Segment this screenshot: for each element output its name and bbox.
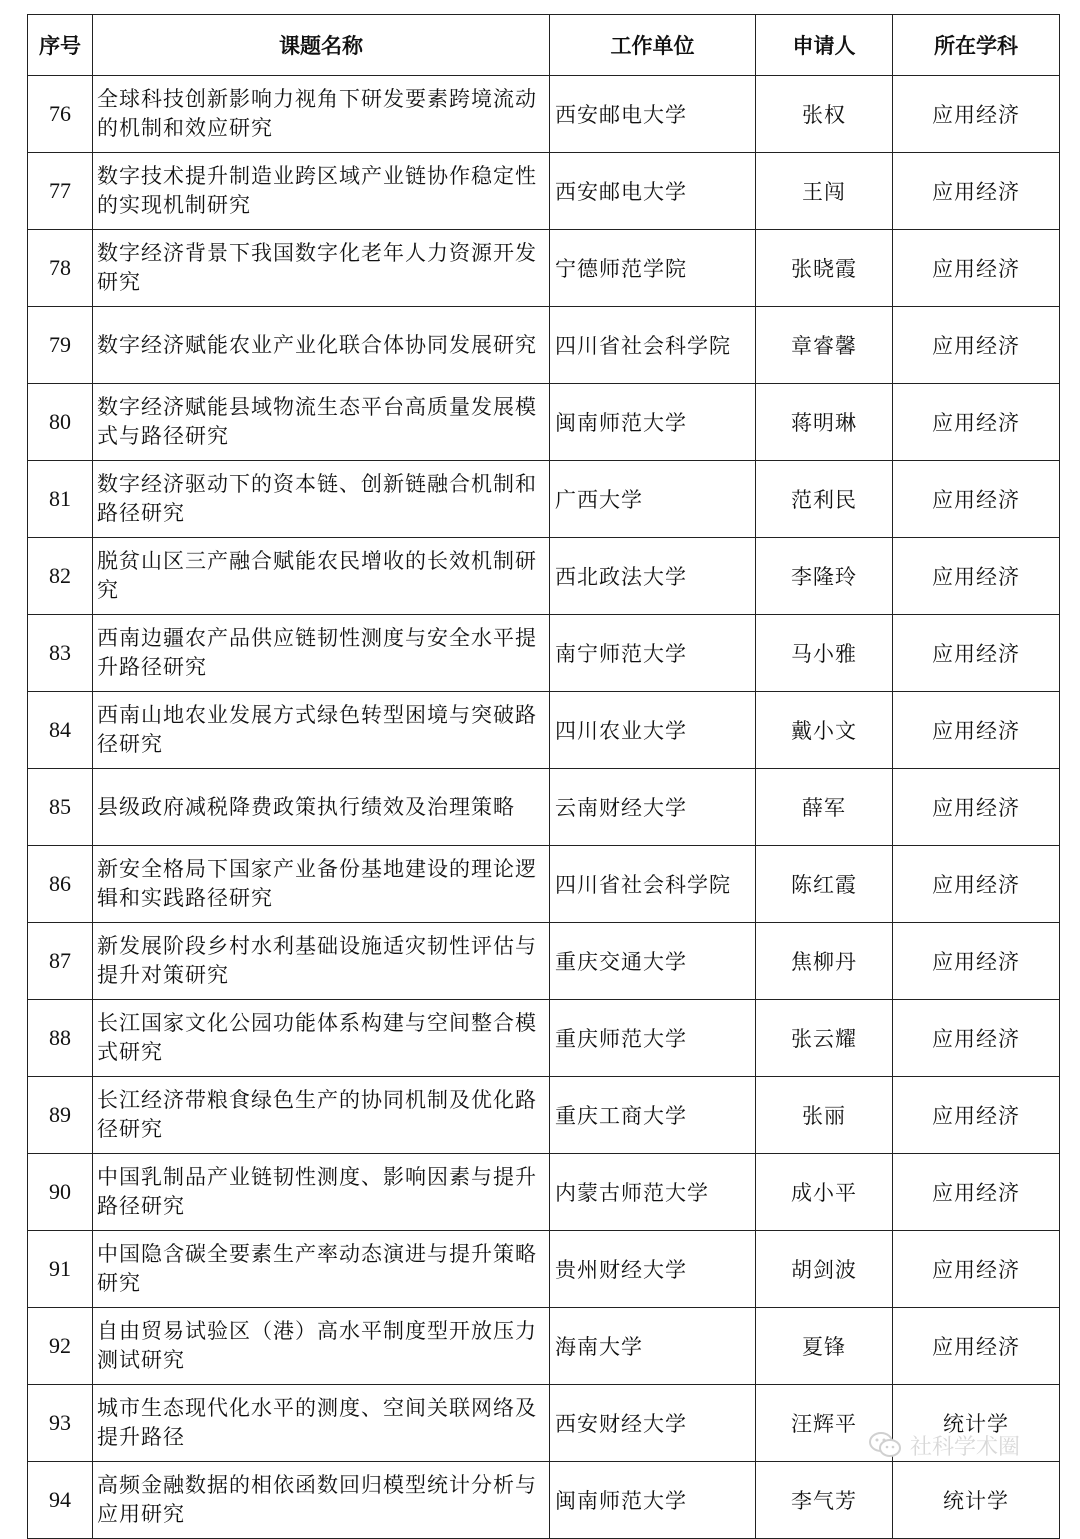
row-subject: 应用经济 [893, 846, 1060, 923]
row-no: 88 [28, 1000, 93, 1077]
table-row [28, 1308, 1060, 1385]
row-subject: 应用经济 [893, 1231, 1060, 1308]
row-applicant: 李隆玲 [756, 538, 893, 615]
row-title: 新发展阶段乡村水利基础设施适灾韧性评估与提升对策研究 [93, 923, 550, 1000]
project-table [27, 14, 1060, 1539]
row-title: 自由贸易试验区（港）高水平制度型开放压力测试研究 [93, 1308, 550, 1385]
watermark [868, 1425, 1020, 1465]
row-applicant: 成小平 [756, 1154, 893, 1231]
row-unit: 南宁师范大学 [550, 615, 756, 692]
row-no: 78 [28, 230, 93, 307]
row-unit: 闽南师范大学 [550, 1462, 756, 1539]
row-applicant: 王闯 [756, 153, 893, 230]
row-no: 87 [28, 923, 93, 1000]
table-row [28, 230, 1060, 307]
row-title: 全球科技创新影响力视角下研发要素跨境流动的机制和效应研究 [93, 76, 550, 153]
row-title: 中国乳制品产业链韧性测度、影响因素与提升路径研究 [93, 1154, 550, 1231]
row-subject: 应用经济 [893, 1308, 1060, 1385]
row-no: 83 [28, 615, 93, 692]
row-unit: 西安邮电大学 [550, 76, 756, 153]
row-no: 91 [28, 1231, 93, 1308]
table-row [28, 846, 1060, 923]
table-row [28, 1000, 1060, 1077]
row-no: 81 [28, 461, 93, 538]
row-title: 数字技术提升制造业跨区域产业链协作稳定性的实现机制研究 [93, 153, 550, 230]
row-title: 数字经济背景下我国数字化老年人力资源开发研究 [93, 230, 550, 307]
row-applicant: 张丽 [756, 1077, 893, 1154]
row-unit: 重庆交通大学 [550, 923, 756, 1000]
row-no: 80 [28, 384, 93, 461]
row-title: 中国隐含碳全要素生产率动态演进与提升策略研究 [93, 1231, 550, 1308]
table-row [28, 615, 1060, 692]
row-applicant: 张云耀 [756, 1000, 893, 1077]
row-unit: 海南大学 [550, 1308, 756, 1385]
table-row [28, 153, 1060, 230]
row-applicant: 夏锋 [756, 1308, 893, 1385]
row-subject: 应用经济 [893, 307, 1060, 384]
row-applicant: 戴小文 [756, 692, 893, 769]
row-no: 94 [28, 1462, 93, 1539]
table-row [28, 461, 1060, 538]
row-applicant: 蒋明琳 [756, 384, 893, 461]
row-title: 脱贫山区三产融合赋能农民增收的长效机制研究 [93, 538, 550, 615]
row-applicant: 李气芳 [756, 1462, 893, 1539]
row-unit: 云南财经大学 [550, 769, 756, 846]
header-no: 序号 [28, 15, 93, 76]
table-row [28, 538, 1060, 615]
watermark-text: 社科学术圈 [910, 1434, 1021, 1460]
row-subject: 应用经济 [893, 769, 1060, 846]
row-unit: 西北政法大学 [550, 538, 756, 615]
header-applicant: 申请人 [756, 15, 893, 76]
table-row [28, 1462, 1060, 1539]
row-title: 西南边疆农产品供应链韧性测度与安全水平提升路径研究 [93, 615, 550, 692]
row-title: 数字经济驱动下的资本链、创新链融合机制和路径研究 [93, 461, 550, 538]
row-no: 82 [28, 538, 93, 615]
table-row [28, 692, 1060, 769]
table-row [28, 1154, 1060, 1231]
row-unit: 贵州财经大学 [550, 1231, 756, 1308]
row-applicant: 章睿馨 [756, 307, 893, 384]
row-applicant: 张晓霞 [756, 230, 893, 307]
table-row [28, 76, 1060, 153]
row-title: 高频金融数据的相依函数回归模型统计分析与应用研究 [93, 1462, 550, 1539]
row-applicant: 胡剑波 [756, 1231, 893, 1308]
row-title: 县级政府减税降费政策执行绩效及治理策略 [93, 769, 550, 846]
row-no: 93 [28, 1385, 93, 1462]
row-subject: 应用经济 [893, 615, 1060, 692]
row-no: 89 [28, 1077, 93, 1154]
header-subject: 所在学科 [893, 15, 1060, 76]
row-no: 84 [28, 692, 93, 769]
row-no: 90 [28, 1154, 93, 1231]
row-unit: 西安财经大学 [550, 1385, 756, 1462]
row-title: 数字经济赋能县域物流生态平台高质量发展模式与路径研究 [93, 384, 550, 461]
row-no: 92 [28, 1308, 93, 1385]
row-subject: 应用经济 [893, 76, 1060, 153]
row-title: 长江国家文化公园功能体系构建与空间整合模式研究 [93, 1000, 550, 1077]
row-unit: 重庆师范大学 [550, 1000, 756, 1077]
header-title: 课题名称 [93, 15, 550, 76]
row-no: 76 [28, 76, 93, 153]
row-applicant: 马小雅 [756, 615, 893, 692]
row-subject: 应用经济 [893, 923, 1060, 1000]
row-subject: 应用经济 [893, 1000, 1060, 1077]
row-no: 86 [28, 846, 93, 923]
row-subject: 应用经济 [893, 692, 1060, 769]
row-title: 长江经济带粮食绿色生产的协同机制及优化路径研究 [93, 1077, 550, 1154]
row-unit: 宁德师范学院 [550, 230, 756, 307]
row-subject: 统计学 [893, 1462, 1060, 1539]
row-subject: 应用经济 [893, 538, 1060, 615]
row-title: 数字经济赋能农业产业化联合体协同发展研究 [93, 307, 550, 384]
row-subject: 统计学 [893, 1385, 1060, 1462]
row-unit: 四川农业大学 [550, 692, 756, 769]
header-row [28, 15, 1060, 76]
row-applicant: 焦柳丹 [756, 923, 893, 1000]
table-row [28, 769, 1060, 846]
header-unit: 工作单位 [550, 15, 756, 76]
row-applicant: 汪辉平 [756, 1385, 893, 1462]
row-subject: 应用经济 [893, 384, 1060, 461]
table-row [28, 307, 1060, 384]
row-unit: 四川省社会科学院 [550, 846, 756, 923]
row-unit: 广西大学 [550, 461, 756, 538]
row-subject: 应用经济 [893, 461, 1060, 538]
row-title: 新安全格局下国家产业备份基地建设的理论逻辑和实践路径研究 [93, 846, 550, 923]
row-unit: 四川省社会科学院 [550, 307, 756, 384]
row-applicant: 陈红霞 [756, 846, 893, 923]
row-subject: 应用经济 [893, 1154, 1060, 1231]
row-no: 77 [28, 153, 93, 230]
row-title: 西南山地农业发展方式绿色转型困境与突破路径研究 [93, 692, 550, 769]
row-no: 79 [28, 307, 93, 384]
wechat-icon [868, 1431, 902, 1459]
row-applicant: 范利民 [756, 461, 893, 538]
table-row [28, 1231, 1060, 1308]
row-unit: 内蒙古师范大学 [550, 1154, 756, 1231]
row-title: 城市生态现代化水平的测度、空间关联网络及提升路径 [93, 1385, 550, 1462]
row-subject: 应用经济 [893, 230, 1060, 307]
row-subject: 应用经济 [893, 1077, 1060, 1154]
row-subject: 应用经济 [893, 153, 1060, 230]
table-row [28, 1077, 1060, 1154]
row-unit: 西安邮电大学 [550, 153, 756, 230]
row-applicant: 张权 [756, 76, 893, 153]
table-row [28, 923, 1060, 1000]
row-applicant: 薛军 [756, 769, 893, 846]
row-unit: 重庆工商大学 [550, 1077, 756, 1154]
table-row [28, 384, 1060, 461]
row-unit: 闽南师范大学 [550, 384, 756, 461]
row-no: 85 [28, 769, 93, 846]
